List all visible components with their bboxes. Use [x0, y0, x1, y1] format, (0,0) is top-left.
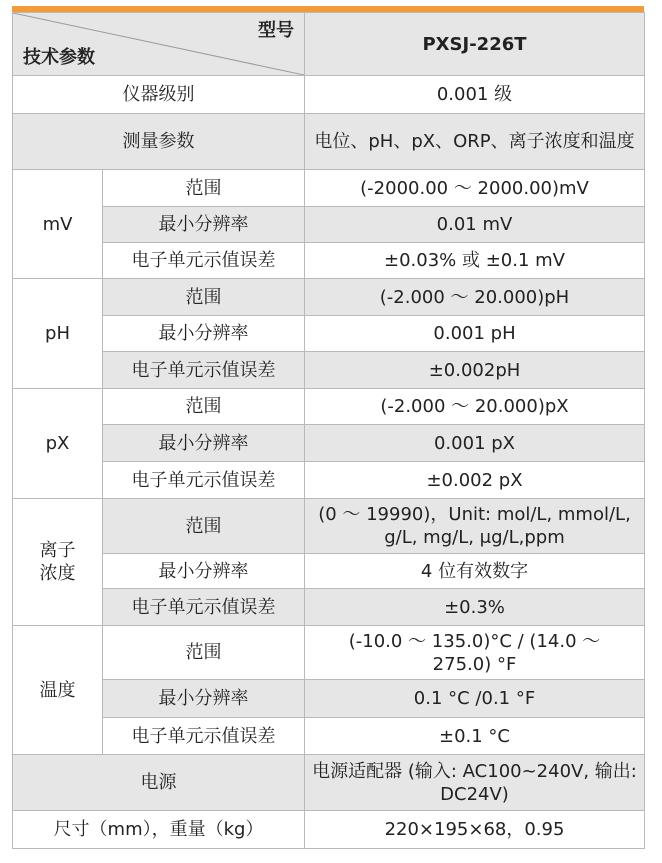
- power-label: 电源: [13, 755, 305, 811]
- ph-err-label: 电子单元示值误差: [103, 352, 305, 389]
- table-row: [13, 207, 645, 243]
- ph-range-label: 范围: [103, 279, 305, 316]
- mv-range-label: 范围: [103, 170, 305, 207]
- table-row: [13, 170, 645, 207]
- table-row: [13, 554, 645, 589]
- table-row: [13, 626, 645, 680]
- table-row: [13, 499, 645, 554]
- temp-res-value: 0.1 °C /0.1 °F: [305, 680, 645, 718]
- ion-range-label: 范围: [103, 499, 305, 554]
- mv-group-label: mV: [13, 170, 103, 279]
- temp-group-label: 温度: [13, 626, 103, 755]
- param-label: 技术参数: [23, 47, 95, 68]
- mv-err-value: ±0.03% 或 ±0.1 mV: [305, 243, 645, 279]
- table-row: [13, 243, 645, 279]
- measure-value: 电位、pH、pX、ORP、离子浓度和温度: [305, 114, 645, 170]
- px-err-label: 电子单元示值误差: [103, 462, 305, 499]
- temp-err-label: 电子单元示值误差: [103, 718, 305, 755]
- temp-res-label: 最小分辨率: [103, 680, 305, 718]
- table-row: [13, 718, 645, 755]
- model-name: PXSJ-226T: [305, 13, 645, 76]
- table-row: [13, 425, 645, 462]
- ion-group-label: 离子浓度: [13, 499, 103, 626]
- measure-label: 测量参数: [13, 114, 305, 170]
- ion-res-value: 4 位有效数字: [305, 554, 645, 589]
- table-row: [13, 352, 645, 389]
- ph-res-value: 0.001 pH: [305, 316, 645, 352]
- spec-table: [12, 12, 645, 849]
- grade-label: 仪器级别: [13, 76, 305, 114]
- mv-range-value: (-2000.00 ～ 2000.00)mV: [305, 170, 645, 207]
- ph-err-value: ±0.002pH: [305, 352, 645, 389]
- table-row: [13, 755, 645, 811]
- temp-range-value: (-10.0 ～ 135.0)°C / (14.0 ～ 275.0) °F: [305, 626, 645, 680]
- ion-err-value: ±0.3%: [305, 589, 645, 626]
- mv-res-value: 0.01 mV: [305, 207, 645, 243]
- mv-err-label: 电子单元示值误差: [103, 243, 305, 279]
- table-row: [13, 76, 645, 114]
- size-label: 尺寸（mm），重量（kg）: [13, 811, 305, 849]
- table-row: [13, 279, 645, 316]
- power-value: 电源适配器 (输入: AC100~240V, 输出: DC24V): [305, 755, 645, 811]
- table-row: [13, 389, 645, 425]
- ph-range-value: (-2.000 ～ 20.000)pH: [305, 279, 645, 316]
- px-group-label: pX: [13, 389, 103, 499]
- px-res-label: 最小分辨率: [103, 425, 305, 462]
- grade-value: 0.001 级: [305, 76, 645, 114]
- ion-range-value: (0 ～ 19990)，Unit: mol/L, mmol/L, g/L, mg/L, μg/L,ppm: [305, 499, 645, 554]
- table-row: [13, 462, 645, 499]
- table-row: [13, 114, 645, 170]
- header-row: [13, 13, 645, 76]
- mv-res-label: 最小分辨率: [103, 207, 305, 243]
- ph-res-label: 最小分辨率: [103, 316, 305, 352]
- ion-err-label: 电子单元示值误差: [103, 589, 305, 626]
- table-row: [13, 589, 645, 626]
- table-row: [13, 316, 645, 352]
- temp-range-label: 范围: [103, 626, 305, 680]
- temp-err-value: ±0.1 °C: [305, 718, 645, 755]
- header-corner-cell: [13, 13, 305, 76]
- size-value: 220×195×68，0.95: [305, 811, 645, 849]
- ion-res-label: 最小分辨率: [103, 554, 305, 589]
- ph-group-label: pH: [13, 279, 103, 389]
- px-res-value: 0.001 pX: [305, 425, 645, 462]
- px-err-value: ±0.002 pX: [305, 462, 645, 499]
- table-row: [13, 680, 645, 718]
- px-range-value: (-2.000 ～ 20.000)pX: [305, 389, 645, 425]
- table-row: [13, 811, 645, 849]
- model-label: 型号: [258, 20, 294, 41]
- px-range-label: 范围: [103, 389, 305, 425]
